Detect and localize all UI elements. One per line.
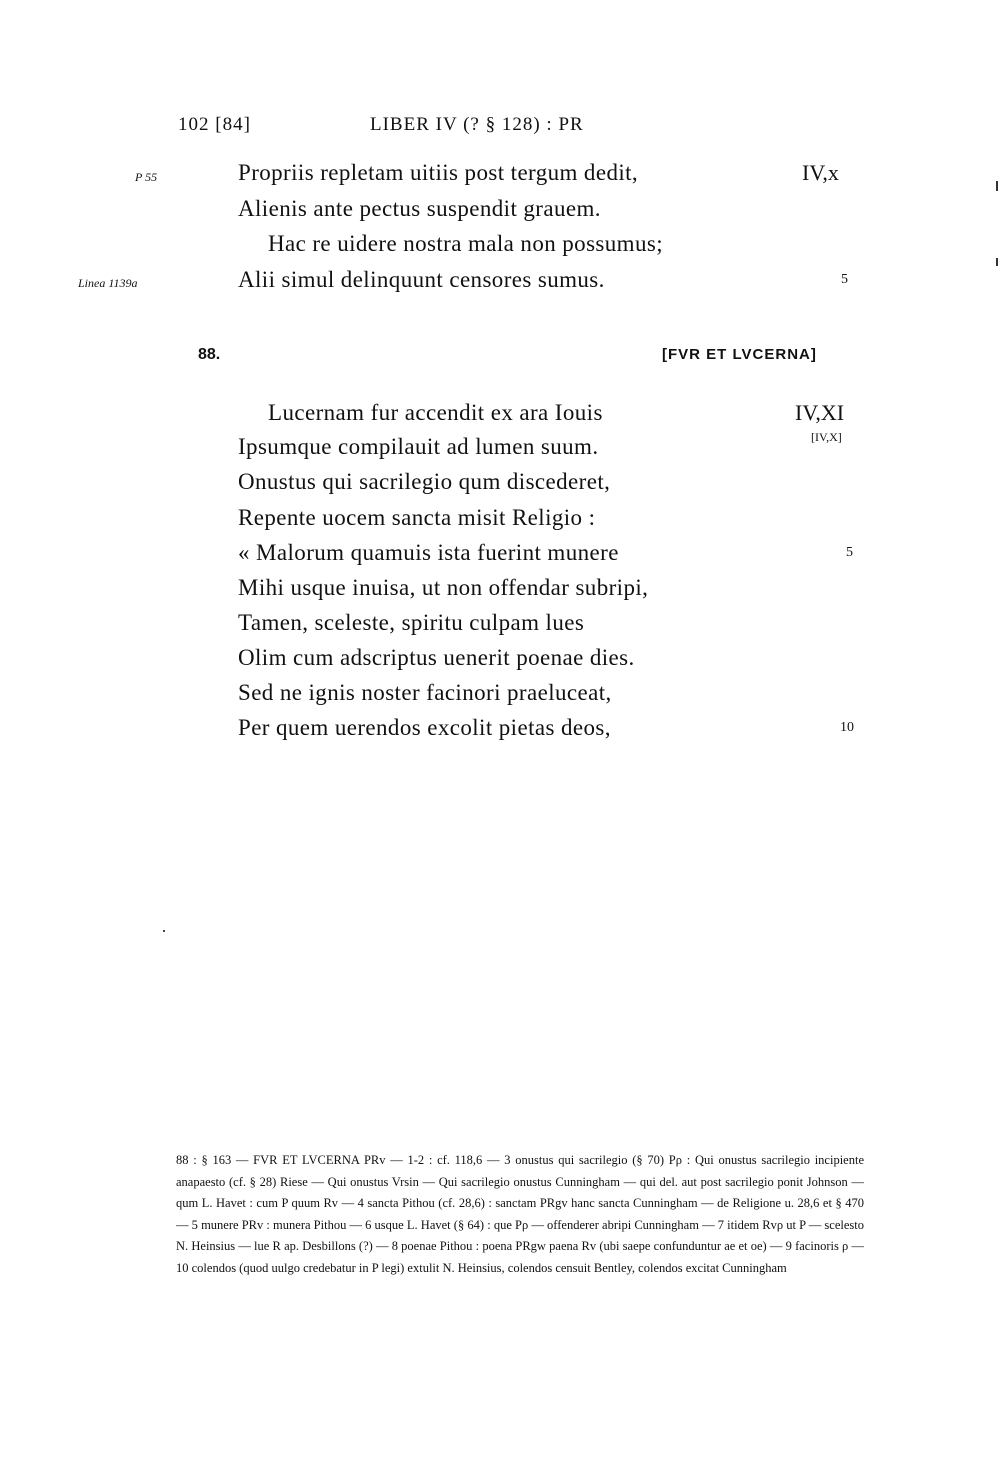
verse-line: Propriis repletam uitiis post tergum dedit, bbox=[238, 160, 639, 185]
scan-speck bbox=[163, 930, 165, 932]
fable-reference: IV,x bbox=[802, 160, 839, 185]
verse-line: Ipsumque compilauit ad lumen suum. bbox=[238, 434, 599, 459]
verse-line: Per quem uerendos excolit pietas deos, bbox=[238, 715, 611, 740]
line-number: 5 bbox=[841, 272, 848, 287]
verse-line: Alienis ante pectus suspendit grauem. bbox=[238, 196, 601, 221]
verse-line: Olim cum adscriptus uenerit poenae dies. bbox=[238, 645, 635, 670]
verse-line: Alii simul delinquunt censores sumus. bbox=[238, 267, 605, 292]
line-number: 10 bbox=[840, 720, 854, 735]
scan-edge-mark bbox=[996, 258, 998, 266]
verse-line: Lucernam fur accendit ex ara Iouis bbox=[268, 400, 603, 425]
margin-note-page: P 55 bbox=[135, 170, 158, 184]
verse-line: Onustus qui sacrilegio qum discederet, bbox=[238, 469, 611, 494]
verse-line: Hac re uidere nostra mala non possumus; bbox=[268, 231, 663, 256]
page-number: 102 [84] bbox=[178, 114, 251, 135]
verse-line: Mihi usque inuisa, ut non offendar subripi, bbox=[238, 575, 649, 600]
fable-reference-alt: [IV,X] bbox=[811, 430, 842, 444]
margin-note-line: Linea 1139a bbox=[78, 276, 138, 290]
fable-title: [FVR ET LVCERNA] bbox=[662, 346, 817, 363]
verse-line: « Malorum quamuis ista fuerint munere bbox=[238, 540, 619, 565]
fable-reference: IV,XI bbox=[795, 400, 845, 425]
verse-line: Tamen, sceleste, spiritu culpam lues bbox=[238, 610, 585, 635]
critical-apparatus: 88 : § 163 — FVR ET LVCERNA PRv — 1-2 : cf. 118,6 — 3 onustus qui sacrilegio (§ 70) Pρ : Qui onustus sacrilegio incipiente anapaesto (cf. § 28) Riese — Qui onustus Vrsin — Qui sacrilegio onustus Cunningham — qui del. aut post sacrilegio ponit Johnson — qum L. Havet : cum P quum Rv — 4 sancta Pithou (cf. 28,6) : sanctam PRgv hanc sancta Cunningham — de Religione u. 28,6 et § 470 — 5 munere PRv : munera Pithou — 6 usque L. Havet (§ 64) : que Pρ — offenderer abripi Cunningham — 7 itidem Rvρ ut P — scelesto N. Heinsius — lue R ap. Desbillons (?) — 8 poenae Pithou : poena PRgw paena Rv (ubi saepe confunduntur ae et oe) — 9 facinoris ρ — 10 colendos (quod uulgo credebatur in P legi) extulit N. Heinsius, colendos censuit Bentley, colendos excitat Cunningham bbox=[176, 1153, 864, 1275]
scan-edge-mark bbox=[996, 181, 998, 191]
fable-number: 88. bbox=[198, 346, 221, 363]
running-title: LIBER IV (? § 128) : PR bbox=[370, 114, 584, 135]
verse-line: Repente uocem sancta misit Religio : bbox=[238, 505, 596, 530]
line-number: 5 bbox=[846, 545, 853, 560]
verse-line: Sed ne ignis noster facinori praeluceat, bbox=[238, 680, 612, 705]
